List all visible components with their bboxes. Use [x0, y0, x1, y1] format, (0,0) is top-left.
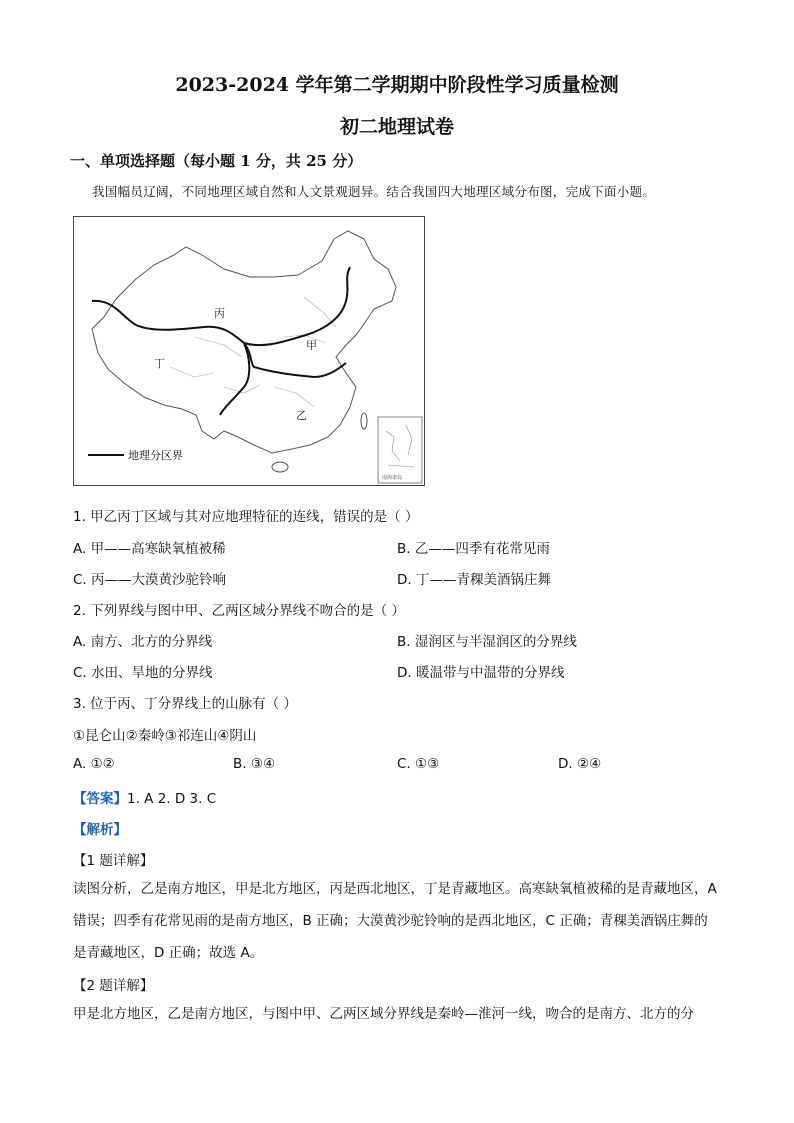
exam-subtitle: 初二地理试卷	[339, 116, 454, 138]
legend-label: 地理分区界	[128, 450, 183, 462]
question-2-option-c: C. 水田、旱地的分界线	[73, 665, 213, 681]
question-1-stem: 1. 甲乙丙丁区域与其对应地理特征的连线，错误的是（ ）	[73, 509, 419, 525]
question-3-option-b: B. ③④	[233, 756, 276, 772]
answer-line	[73, 787, 216, 807]
detail-2-title: 【2 题详解】	[73, 978, 154, 994]
question-1-option-a: A. 甲——高寒缺氧植被稀	[73, 541, 226, 557]
question-2-stem: 2. 下列界线与图中甲、乙两区域分界线不吻合的是（ ）	[73, 603, 405, 619]
exam-title: 2023-2024 学年第二学期期中阶段性学习质量检测	[175, 74, 619, 96]
question-3-option-a: A. ①②	[73, 756, 115, 772]
boundary-north-south	[244, 343, 346, 377]
question-1-option-b: B. 乙——四季有花常见雨	[397, 541, 550, 557]
answer-text: 1. A 2. D 3. C	[127, 791, 217, 807]
detail-1-text: 读图分析，乙是南方地区，甲是北方地区，丙是西北地区，丁是青藏地区。高寒缺氧植被稀的是青藏地区，A 错误；四季有花常见雨的是南方地区，B 正确；大漠黄沙驼铃响的是西北地区，C 正确；青稞美酒锅庄舞的是青藏地区，D 正确；故选 A。	[73, 881, 717, 961]
inset-caption: 南海诸岛	[382, 475, 403, 481]
boundary-northwest	[92, 267, 350, 345]
section-heading: 一、单项选择题（每小题 1 分，共 25 分）	[70, 152, 363, 170]
question-1-option-c: C. 丙——大漠黄沙驼铃响	[73, 572, 227, 588]
section-intro: 我国幅员辽阔，不同地理区域自然和人文景观迥异。结合我国四大地理区域分布图，完成下面小题。	[92, 184, 656, 199]
question-2-option-d: D. 暖温带与中温带的分界线	[397, 665, 565, 681]
question-3-items: ①昆仑山②秦岭③祁连山④阴山	[73, 728, 257, 744]
question-2-option-b: B. 湿润区与半湿润区的分界线	[397, 634, 577, 650]
answer-tag: 【答案】	[73, 791, 127, 807]
question-2-option-a: A. 南方、北方的分界线	[73, 634, 213, 650]
analysis-tag: 【解析】	[73, 822, 127, 838]
detail-1-title: 【1 题详解】	[73, 853, 154, 869]
boundary-tibet	[220, 343, 249, 415]
question-3-option-d: D. ②④	[558, 756, 602, 772]
question-3-stem: 3. 位于丙、丁分界线上的山脉有（ ）	[73, 696, 297, 712]
question-3-option-c: C. ①③	[397, 756, 440, 772]
region-label-yi: 乙	[296, 410, 307, 422]
region-label-ding: 丁	[154, 358, 165, 370]
region-label-jia: 甲	[306, 340, 317, 352]
china-regions-map	[73, 216, 425, 486]
region-label-bing: 丙	[214, 308, 225, 320]
map-drawing	[74, 217, 424, 485]
detail-2-text: 甲是北方地区，乙是南方地区，与图中甲、乙两区域分界线是秦岭—淮河一线，吻合的是南方、北方的分	[73, 1006, 694, 1022]
south-sea-inset	[378, 417, 422, 483]
question-1-option-d: D. 丁——青稞美酒锅庄舞	[397, 572, 551, 588]
